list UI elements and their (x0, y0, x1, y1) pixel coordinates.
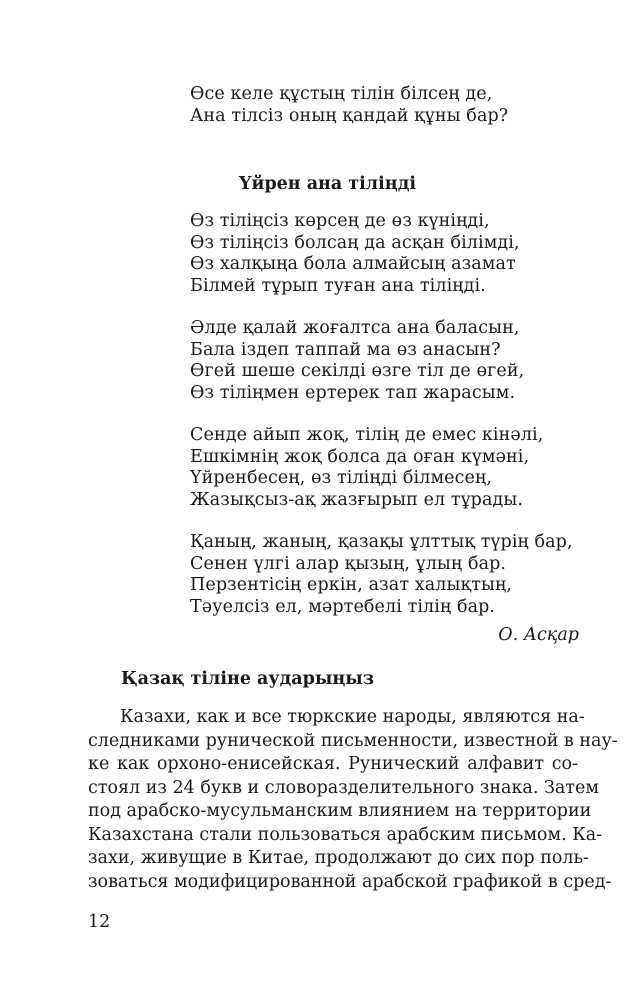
text-line: под арабско-мусульманским влиянием на территории (88, 801, 592, 821)
poem-title: Үйрен ана тіліңді (238, 174, 417, 194)
verse-line: Ешкімнің жоқ болса да оған күмәні, (190, 446, 530, 467)
verse-line: Сенде айып жоқ, тілің де емес кінәлі, (190, 425, 544, 445)
opening-stanza (190, 84, 508, 127)
verse-line: Жазықсыз-ақ жазғырып ел тұрады. (190, 489, 524, 510)
text-line: ке как орхоно-енисейская. Рунический алфавит со- (88, 754, 578, 774)
poem-stanza-1 (190, 211, 520, 297)
verse-line: Ана тілсіз оның қандай құны бар? (190, 105, 509, 126)
text-line: Казахи, как и все тюркские народы, являются на- (120, 707, 585, 727)
verse-line: Өз тіліңсіз болсаң да асқан білімді, (190, 232, 520, 253)
verse-line: Өз тіліңсіз көрсең де өз күніңді, (190, 211, 490, 231)
verse-line: Өсе келе құстың тілін білсең де, (190, 84, 493, 104)
verse-line: Тәуелсіз ел, мәртебелі тілің бар. (190, 596, 496, 617)
text-line: стоял из 24 букв и словоразделительного знака. Затем (88, 777, 599, 798)
page-number: 12 (88, 912, 111, 932)
exercise-text (88, 706, 618, 894)
verse-line: Сенен үлгі алар қызың, ұлың бар. (190, 553, 507, 574)
verse-line: Білмей тұрып туған ана тіліңді. (190, 275, 486, 296)
text-line: Казахстана стали пользоваться арабским письмом. Ка- (88, 824, 603, 845)
text-line: зоваться модифицированной арабской графикой в сред- (88, 871, 612, 892)
verse-line: Үйренбесең, өз тіліңді білмесең, (190, 468, 492, 488)
poem-stanza-3 (190, 425, 543, 511)
verse-line: Перзентісің еркін, азат халықтың, (190, 575, 513, 595)
verse-line: Өз халқыңа бола алмайсың азамат (190, 254, 516, 274)
verse-line: Әлде қалай жоғалтса ана баласын, (190, 318, 520, 338)
verse-line: Өз тіліңмен ертерек тап жарасым. (190, 382, 516, 403)
verse-line: Өгей шеше секілді өзге тіл де өгей, (190, 361, 525, 381)
poem-stanza-2 (190, 318, 524, 404)
exercise-heading: Қазақ тіліне аударыңыз (121, 669, 375, 689)
poem-author: О. Асқар (498, 625, 579, 645)
poem-stanza-4 (190, 532, 573, 618)
verse-line: Бала іздеп таппай ма өз анасын? (190, 339, 501, 360)
text-line: следниками рунической письменности, известной в нау- (88, 730, 618, 751)
verse-line: Қаның, жаның, қазақы ұлттық түрің бар, (190, 532, 573, 552)
text-line: захи, живущие в Китае, продолжают до сих пор поль- (88, 848, 589, 868)
